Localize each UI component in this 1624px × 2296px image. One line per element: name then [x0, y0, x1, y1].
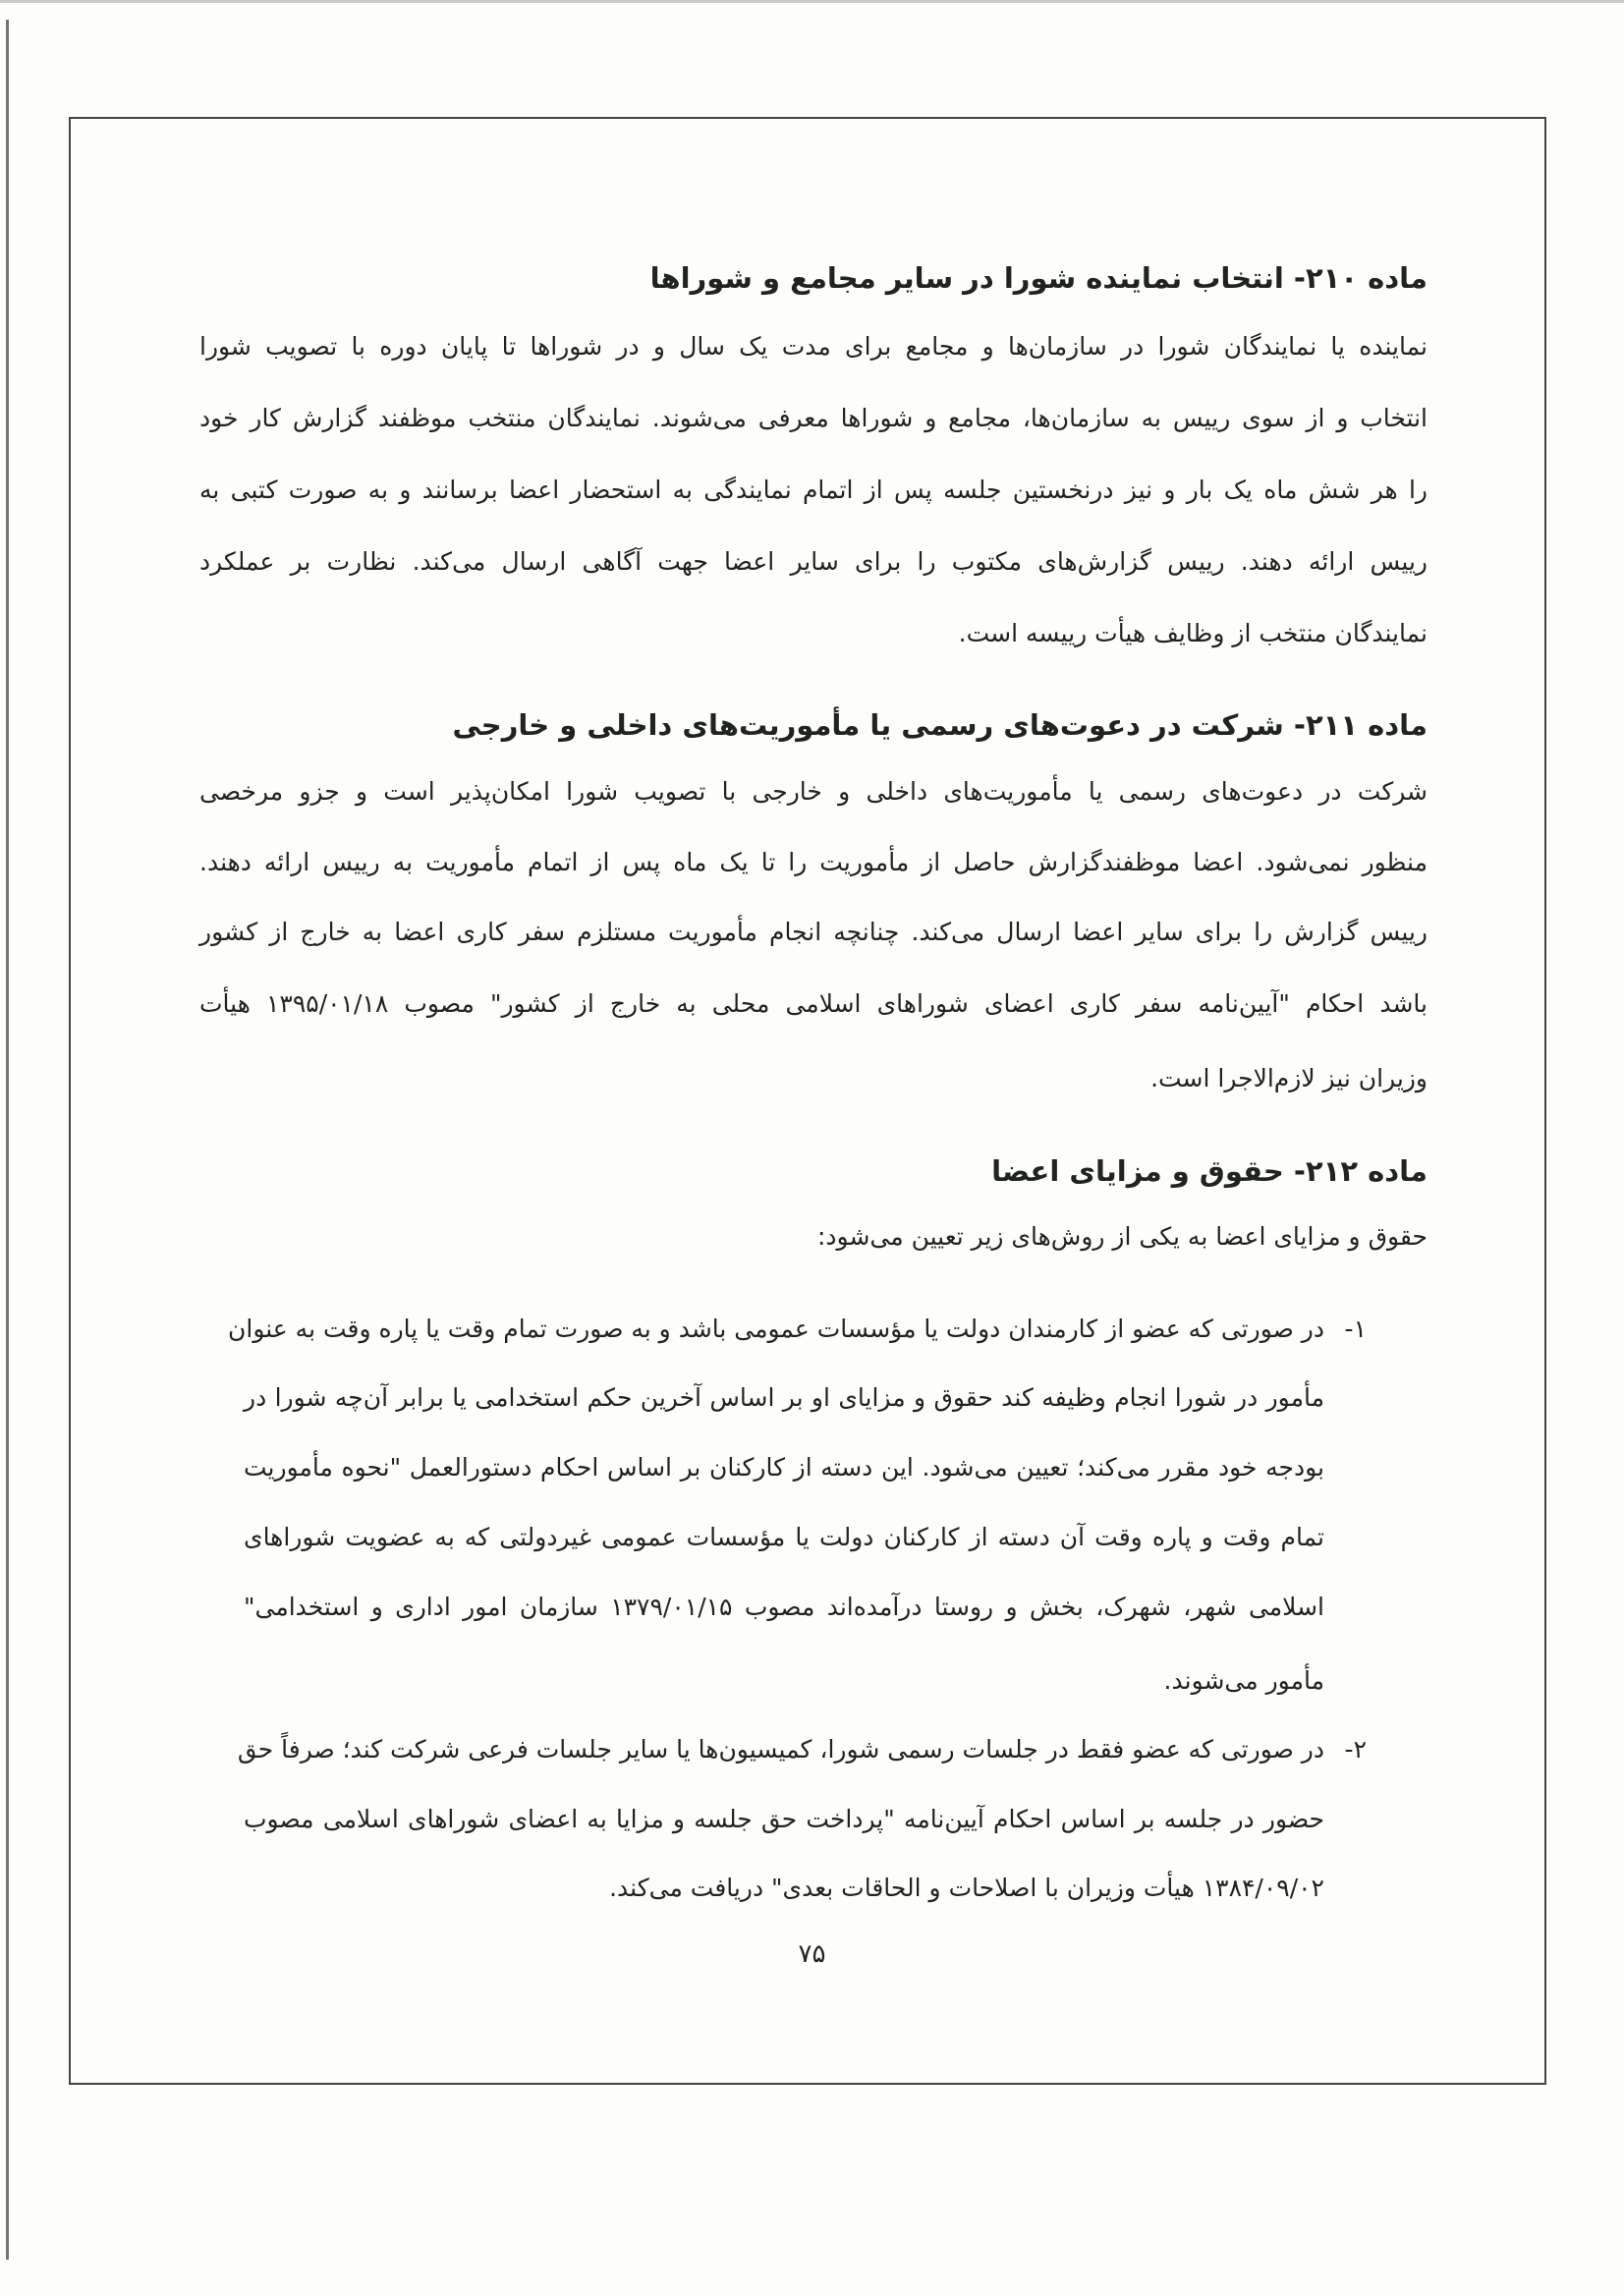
article-heading: ماده ۲۱۰- انتخاب نماینده شورا در سایر مجامع و شوراها: [649, 261, 1428, 295]
list-item-line: مأمور می‌شوند.: [1163, 1666, 1324, 1695]
paragraph-line: را هر شش ماه یک بار و نیز درنخستین جلسه پس از اتمام نمایندگی به استحضار اعضا برسانند و به صورت کتبی به: [199, 476, 1428, 504]
list-item-line: حضور در جلسه بر اساس احکام آیین‌نامه "پرداخت حق جلسه و مزایا به اعضای شوراهای اسلامی مصوب: [244, 1805, 1324, 1833]
paragraph-line: انتخاب و از سوی رییس به سازمان‌ها، مجامع و شوراها معرفی می‌شوند. نمایندگان منتخب موظفند گزارش کار خود: [199, 404, 1428, 432]
paragraph-line: نماینده یا نمایندگان شورا در سازمان‌ها و مجامع برای مدت یک سال و در شوراها تا پایان دوره با تصویب شورا: [199, 332, 1428, 361]
paragraph-line: باشد احکام "آیین‌نامه سفر کاری اعضای شوراهای اسلامی محلی به خارج از کشور" مصوب ۱۳۹۵/۰۱/۱۸ هیأت: [199, 989, 1428, 1018]
page-number: ۷۵: [798, 1939, 826, 1969]
list-item-line: در صورتی که عضو از کارمندان دولت یا مؤسسات عمومی باشد و به صورت تمام وقت یا پاره وقت به عنوان: [228, 1315, 1324, 1343]
list-item-number: ۲-: [1344, 1735, 1367, 1764]
list-item-line: بودجه خود مقرر می‌کند؛ تعیین می‌شود. این دسته از کارکنان بر اساس احکام دستورالعمل "نحوه مأموریت: [244, 1453, 1324, 1482]
paragraph-line: منظور نمی‌شود. اعضا موظفندگزارش حاصل از مأموریت را تا یک ماه پس از اتمام مأموریت به رییس ارائه دهند.: [199, 848, 1428, 876]
paragraph-line: شرکت در دعوت‌های رسمی یا مأموریت‌های داخلی و خارجی با تصویب شورا امکان‌پذیر است و جزو مرخصی: [199, 777, 1428, 806]
paragraph-line: وزیران نیز لازم‌الاجرا است.: [1150, 1064, 1428, 1092]
article-heading: ماده ۲۱۱- شرکت در دعوت‌های رسمی یا مأموریت‌های داخلی و خارجی: [452, 708, 1428, 742]
article-intro: حقوق و مزایای اعضا به یکی از روش‌های زیر تعیین می‌شود:: [816, 1222, 1428, 1251]
paragraph-line: رییس گزارش را برای سایر اعضا ارسال می‌کند. چنانچه انجام مأموریت مستلزم سفر کاری اعضا به خارج از کشور: [199, 918, 1428, 946]
paragraph-line: نمایندگان منتخب از وظایف هیأت رییسه است.: [958, 619, 1428, 647]
article-heading: ماده ۲۱۲- حقوق و مزایای اعضا: [991, 1154, 1428, 1188]
list-item-line: در صورتی که عضو فقط در جلسات رسمی شورا، کمیسیون‌ها یا سایر جلسات فرعی شرکت کند؛ صرفاً حق: [237, 1735, 1324, 1764]
list-item-line: اسلامی شهر، شهرک، بخش و روستا درآمده‌اند مصوب ۱۳۷۹/۰۱/۱۵ سازمان امور اداری و استخدامی": [244, 1593, 1324, 1621]
list-item-number: ۱-: [1344, 1315, 1367, 1343]
scan-edge: [0, 0, 1624, 3]
paragraph-line: رییس ارائه دهند. رییس گزارش‌های مکتوب را برای سایر اعضا جهت آگاهی ارسال می‌کند. نظارت بر عملکرد: [199, 547, 1428, 576]
list-item-line: ۱۳۸۴/۰۹/۰۲ هیأت وزیران با اصلاحات و الحاقات بعدی" دریافت می‌کند.: [609, 1874, 1324, 1902]
list-item-line: تمام وقت و پاره وقت آن دسته از کارکنان دولت یا مؤسسات عمومی غیردولتی که به عضویت شوراهای: [244, 1523, 1324, 1551]
scan-edge: [6, 20, 9, 2260]
list-item-line: مأمور در شورا انجام وظیفه کند حقوق و مزایای او بر اساس آخرین حکم استخدامی یا برابر آن‌چه شورا در: [244, 1383, 1324, 1412]
